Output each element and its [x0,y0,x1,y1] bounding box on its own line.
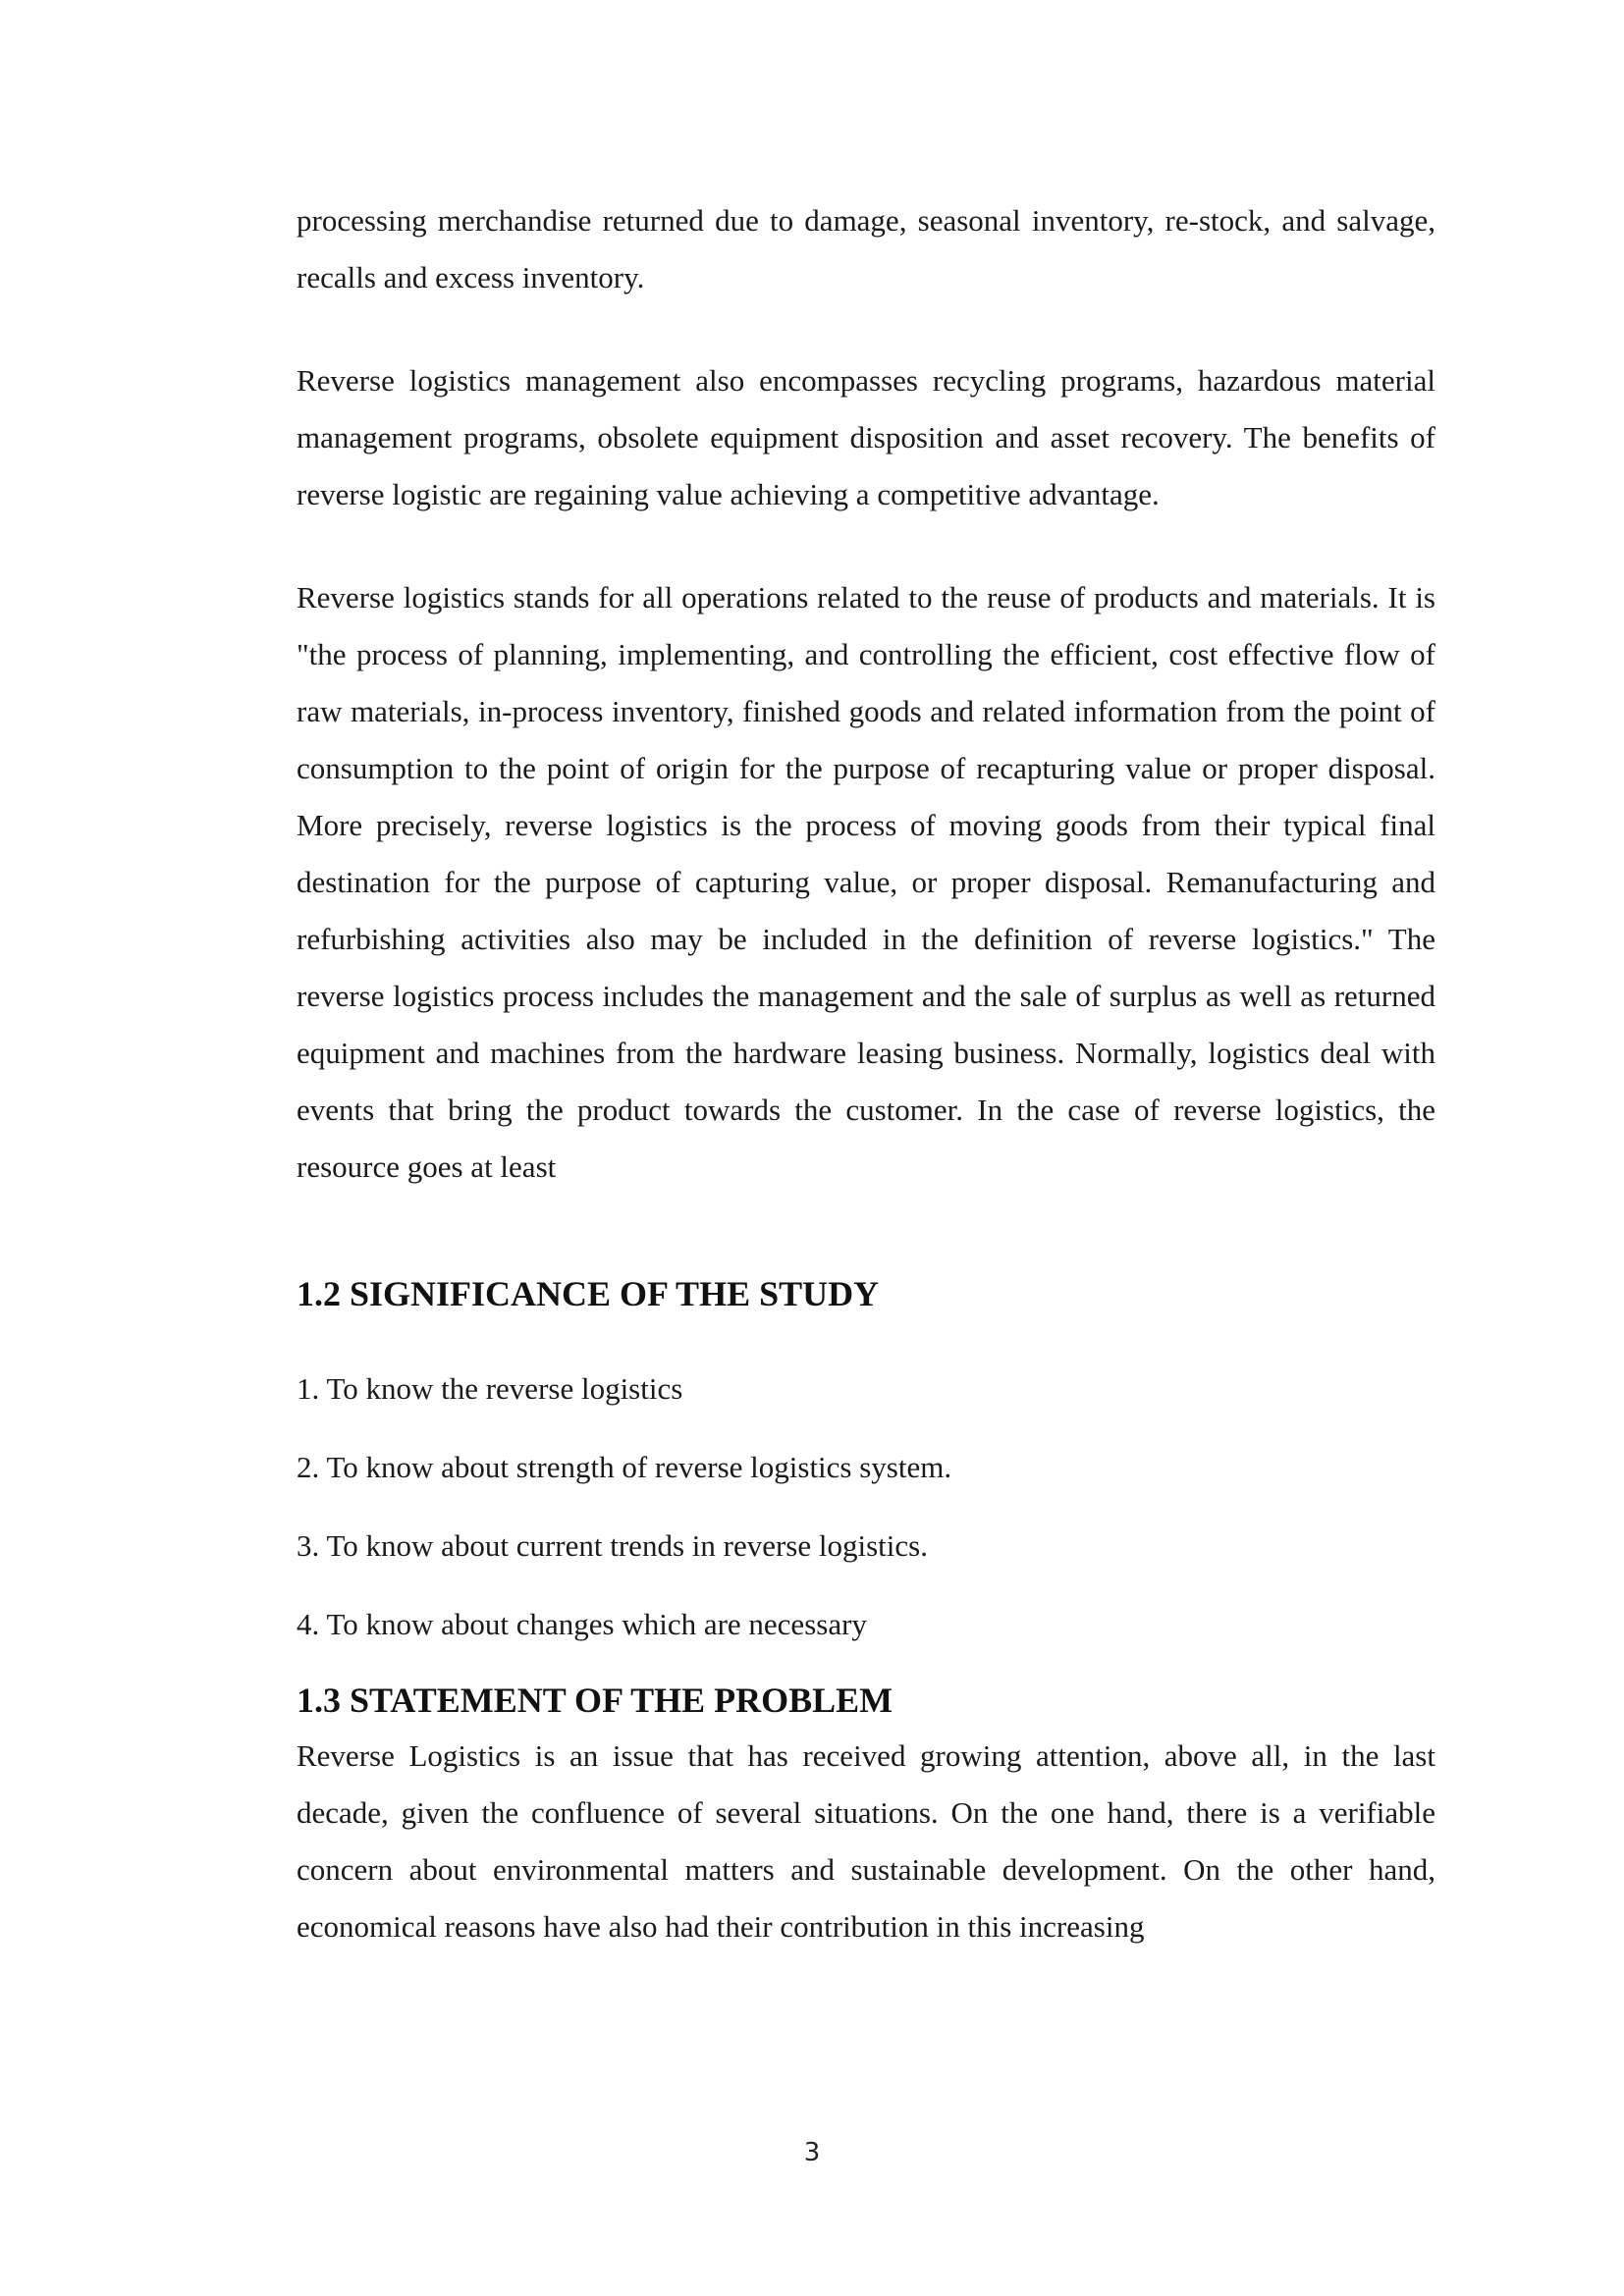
page-number: 3 [803,2138,821,2167]
heading-statement-of-problem: 1.3 STATEMENT OF THE PROBLEM [297,1681,893,1720]
paragraph-reverse-logistics-definition: Reverse logistics stands for all operations related to the reuse of products and materials. It is "the process of planning, implementing, and controlling the efficient, cost effective flow of raw materials, in-process inventory, finished goods and related information from the point of consumption to the point of origin for the purpose of recapturing value or proper disposal. More precisely, reverse logistics is the process of moving goods from their typical final destination for the purpose of capturing value, or proper disposal. Remanufacturing and refurbishing activities also may be included in the definition of reverse logistics." The reverse logistics process includes the management and the sale of surplus as well as returned equipment and machines from the hardware leasing business. Normally, logistics deal with events that bring the product towards the customer. In the case of reverse logistics, the resource goes at least [297,580,1435,1184]
list-item: 4. To know about changes which are necessary [297,1607,867,1641]
paragraph-reverse-logistics-management: Reverse logistics management also encompasses recycling programs, hazardous material management programs, obsolete equipment disposition and asset recovery. The benefits of reverse logistic are regaining value achieving a competitive advantage. [297,363,1435,511]
list-item: 1. To know the reverse logistics [297,1371,683,1406]
list-item: 2. To know about strength of reverse logistics system. [297,1450,952,1484]
list-item: 3. To know about current trends in reverse logistics. [297,1528,928,1563]
significance-list [297,1369,1435,1644]
heading-significance-of-study: 1.2 SIGNIFICANCE OF THE STUDY [297,1274,880,1313]
paragraph-statement-of-problem: Reverse Logistics is an issue that has received growing attention, above all, in the last decade, given the confluence of several situations. On the one hand, there is a verifiable concern about environmental matters and sustainable development. On the other hand, economical reasons have also had their contribution in this increasing [297,1738,1435,1944]
paragraph-returns-processing: processing merchandise returned due to damage, seasonal inventory, re-stock, and salvage, recalls and excess inventory. [297,203,1435,294]
page-content [297,192,1435,1955]
